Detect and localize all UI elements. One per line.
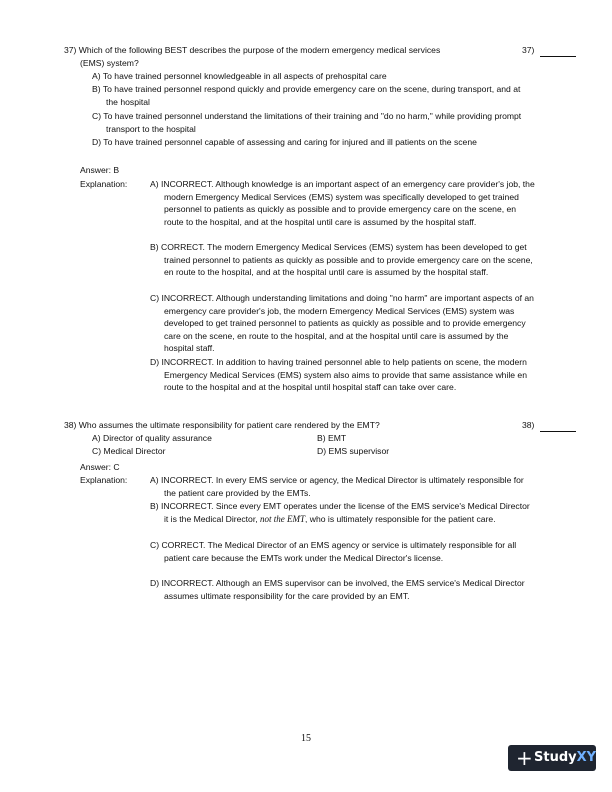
- answer-blank-line: [540, 47, 576, 57]
- q37-explanation-c: C) INCORRECT. Although understanding limitations and doing "no harm" are important aspects of an emergency care provider's job, the modern Emergency Medical Services (EMS) system was developed to get trained personnel to patients as quickly as possible and to provide emergency care on the scene, en route to the hospital, and at the hospital until care is assumed by the hospital staff.: [150, 293, 534, 354]
- q38-option-b: B) EMT: [317, 433, 347, 443]
- q38-number: 38): [522, 420, 535, 430]
- logo-text-xy: XY: [576, 750, 597, 765]
- q37-option-b: B) To have trained personnel respond quickly and provide emergency care on the scene, during transport, and at the hospital: [92, 84, 521, 107]
- q37-explanation-b: B) CORRECT. The modern Emergency Medical Services (EMS) system has been developed to get trained personnel to patients as quickly as possible and to provide emergency care on the scene, en route to the hospital, and at the hospital until care is assumed by the hospital staff.: [150, 242, 533, 278]
- q37-number: 37): [522, 45, 535, 55]
- q38-expl-b-italic: not the EMT: [260, 513, 305, 524]
- q37-option-c: C) To have trained personnel understand the limitations of their training and "do no harm," while providing prompt transport to the hospital: [92, 111, 522, 134]
- q37-explanation-label: Explanation:: [80, 179, 128, 189]
- plus-icon: +: [516, 746, 533, 770]
- q37-option-a: A) To have trained personnel knowledgeable in all aspects of prehospital care: [92, 71, 387, 81]
- q38-answer: Answer: C: [80, 462, 120, 472]
- q37-option-d: D) To have trained personnel capable of assessing and caring for injured and ill patients on the scene: [92, 137, 477, 147]
- answer-blank-line: [540, 422, 576, 432]
- q38-explanation-a: A) INCORRECT. In every EMS service or agency, the Medical Director is ultimately responsible for the patient care provided by the EMTs.: [150, 475, 524, 498]
- q38-expl-b-post: , who is ultimately responsible for the patient care.: [305, 513, 496, 524]
- q37-answer: Answer: B: [80, 165, 120, 175]
- q38-expl-b-pre: B) INCORRECT. Since every EMT operates under the license of the EMS service's Medical Director it is the Medical Director,: [150, 501, 530, 524]
- logo-text: [534, 745, 596, 771]
- q37-explanation-d: D) INCORRECT. In addition to having trained personnel able to help patients on scene, the modern Emergency Medical Services (EMS) system also aims to provide that same assistance while en route to the hospital and at the hospital until hospital staff can take over care.: [150, 357, 527, 393]
- q37-answer-blank: [522, 44, 576, 57]
- logo-text-study: Study: [534, 750, 577, 765]
- q37-stem-line1: 37) Which of the following BEST describes the purpose of the modern emergency medical services: [64, 45, 441, 55]
- q38-explanation-d: D) INCORRECT. Although an EMS supervisor can be involved, the EMS service's Medical Director assumes ultimate responsibility for the care provided by an EMT.: [150, 578, 525, 601]
- q38-stem: 38) Who assumes the ultimate responsibility for patient care rendered by the EMT?: [64, 420, 380, 430]
- q38-option-c: C) Medical Director: [92, 446, 166, 456]
- q38-explanation-c: C) CORRECT. The Medical Director of an EMS agency or service is ultimately responsible for all patient care because the EMTs work under the Medical Director's license.: [150, 540, 517, 563]
- q38-explanation-label: Explanation:: [80, 475, 128, 485]
- q38-option-d: D) EMS supervisor: [317, 446, 390, 456]
- q38-option-a: A) Director of quality assurance: [92, 433, 212, 443]
- q38-explanation-b: [150, 500, 536, 525]
- studyxy-logo[interactable]: [508, 745, 596, 771]
- q38-answer-blank: [522, 419, 576, 432]
- page-number: 15: [301, 733, 311, 744]
- q37-stem-line2: (EMS) system?: [80, 58, 139, 68]
- q37-explanation-a: A) INCORRECT. Although knowledge is an important aspect of an emergency care provider's job, the modern Emergency Medical Services (EMS) system was specifically developed to get trained personnel to patients as quickly as possible and to provide emergency care on the scene, en route to the hospital, and at the hospital until care is assumed by the hospital staff.: [150, 179, 535, 227]
